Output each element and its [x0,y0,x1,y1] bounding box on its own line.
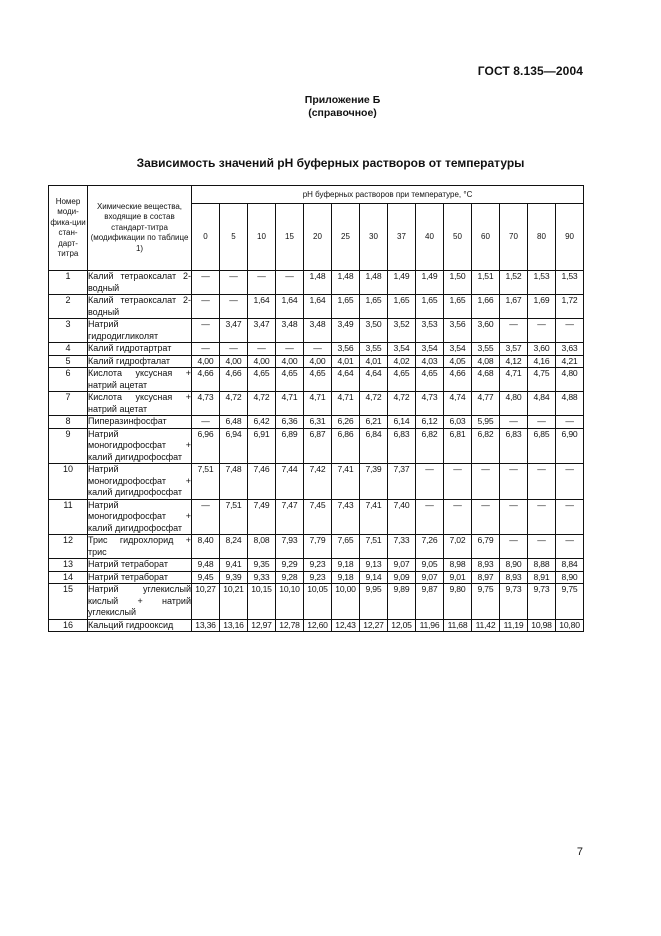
ph-value-cell: 7,46 [248,464,276,500]
ph-value-cell: 4,88 [556,392,584,416]
modification-number: 10 [49,464,88,500]
ph-value-cell: 9,23 [304,571,332,584]
ph-value-cell: 6,12 [416,416,444,429]
appendix-heading [0,94,661,120]
ph-value-cell: — [556,319,584,343]
ph-value-cell: 7,39 [360,464,388,500]
ph-value-cell: 8,93 [472,559,500,572]
substance-name: Трис гидрохлорид + трис [88,535,191,557]
substance-name: Пиперазинфосфат [88,416,192,429]
ph-value-cell: 4,01 [332,355,360,368]
ph-value-cell: 9,13 [360,559,388,572]
column-header-number [49,186,88,271]
substance-name: Натрий углекислый кислый + натрий углекислый [88,584,191,617]
ph-value-cell: 12,27 [360,619,388,632]
ph-value-cell: 3,55 [472,343,500,356]
ph-value-cell: — [416,499,444,535]
ph-value-cell: 6,90 [556,428,584,464]
ph-value-cell: 3,60 [528,343,556,356]
ph-value-cell: 4,65 [248,368,276,392]
ph-value-cell: 5,95 [472,416,500,429]
ph-value-cell: 1,49 [416,271,444,295]
ph-value-cell: 4,64 [332,368,360,392]
ph-value-cell: 9,18 [332,559,360,572]
ph-value-cell: 12,97 [248,619,276,632]
ph-value-cell: 6,81 [444,428,472,464]
ph-value-cell: 4,65 [276,368,304,392]
ph-value-cell: 6,31 [304,416,332,429]
ph-value-cell: 6,96 [192,428,220,464]
column-header-ph-group: pH буферных растворов при температуре, °С [192,186,584,204]
modification-number: 3 [49,319,88,343]
ph-value-cell: 1,64 [304,295,332,319]
ph-value-cell: 6,26 [332,416,360,429]
column-header-number-label: Номер моди-фика-ции стан-дарт-титра [50,196,86,258]
ph-value-cell: 3,47 [220,319,248,343]
temperature-header: 40 [416,204,444,271]
ph-value-cell: 9,48 [192,559,220,572]
ph-value-cell: 4,00 [248,355,276,368]
ph-value-cell: — [472,499,500,535]
ph-value-cell: 13,16 [220,619,248,632]
substance-name: Натрий моногидрофосфат + калий дигидрофосфат [88,464,191,497]
ph-value-cell: 4,12 [500,355,528,368]
ph-value-cell: — [276,271,304,295]
temperature-header: 90 [556,204,584,271]
ph-value-cell: 1,67 [500,295,528,319]
ph-value-cell: 3,54 [444,343,472,356]
ph-value-cell: 9,41 [220,559,248,572]
ph-value-cell: 3,52 [388,319,416,343]
ph-value-cell: 3,55 [360,343,388,356]
column-header-substance [88,186,192,271]
ph-value-cell: — [192,499,220,535]
ph-value-cell: 10,27 [192,584,220,620]
ph-value-cell: 7,51 [220,499,248,535]
ph-value-cell: 1,65 [360,295,388,319]
ph-value-cell: 7,42 [304,464,332,500]
ph-value-cell: 9,39 [220,571,248,584]
ph-value-cell: 9,28 [276,571,304,584]
modification-number: 7 [49,392,88,416]
table-row [49,343,584,356]
ph-value-cell: 3,60 [472,319,500,343]
ph-value-cell: 4,68 [472,368,500,392]
ph-value-cell: 9,05 [416,559,444,572]
ph-value-cell: 4,73 [416,392,444,416]
ph-value-cell: 6,14 [388,416,416,429]
ph-value-cell: 12,43 [332,619,360,632]
ph-value-cell: 6,36 [276,416,304,429]
ph-value-cell: 4,05 [444,355,472,368]
ph-value-cell: 8,40 [192,535,220,559]
temperature-header: 0 [192,204,220,271]
ph-value-cell: 8,08 [248,535,276,559]
ph-value-cell: 6,82 [416,428,444,464]
temperature-header: 60 [472,204,500,271]
ph-value-cell: 7,48 [220,464,248,500]
ph-value-cell: 1,53 [556,271,584,295]
ph-value-cell: 1,66 [472,295,500,319]
table-row [49,619,584,632]
ph-value-cell: 8,24 [220,535,248,559]
ph-value-cell: 3,53 [416,319,444,343]
modification-number: 15 [49,584,88,620]
ph-value-cell: 7,47 [276,499,304,535]
table-row [49,428,584,464]
ph-value-cell: 4,73 [192,392,220,416]
ph-value-cell: 7,41 [360,499,388,535]
ph-value-cell: 4,71 [276,392,304,416]
modification-number: 4 [49,343,88,356]
ph-value-cell: 9,75 [556,584,584,620]
ph-value-cell: 1,69 [528,295,556,319]
ph-value-cell: 6,21 [360,416,388,429]
ph-value-cell: 6,84 [360,428,388,464]
ph-value-cell: 4,08 [472,355,500,368]
ph-value-cell: 1,65 [332,295,360,319]
temperature-header: 5 [220,204,248,271]
temperature-header: 10 [248,204,276,271]
substance-name: Калий гидрофталат [88,355,192,368]
table-row [49,392,584,416]
modification-number: 6 [49,368,88,392]
ph-value-cell: 7,40 [388,499,416,535]
ph-value-cell: 3,54 [388,343,416,356]
ph-value-cell: — [528,319,556,343]
ph-value-cell: 7,33 [388,535,416,559]
ph-value-cell: 6,82 [472,428,500,464]
ph-value-cell: 6,91 [248,428,276,464]
ph-value-cell: 1,50 [444,271,472,295]
ph-value-cell: 9,09 [388,571,416,584]
ph-value-cell: 4,71 [304,392,332,416]
ph-value-cell: 12,05 [388,619,416,632]
ph-value-cell: — [276,343,304,356]
table-row [49,464,584,500]
ph-value-cell: 4,02 [388,355,416,368]
ph-value-cell: 10,80 [556,619,584,632]
ph-value-cell: 9,80 [444,584,472,620]
ph-value-cell: 3,56 [332,343,360,356]
ph-value-cell: — [192,271,220,295]
ph-value-cell: 4,21 [556,355,584,368]
ph-value-cell: — [220,343,248,356]
ph-value-cell: 10,10 [276,584,304,620]
ph-value-cell: 1,48 [360,271,388,295]
temperature-header: 20 [304,204,332,271]
ph-value-cell: 4,72 [220,392,248,416]
ph-value-cell: — [556,416,584,429]
modification-number: 5 [49,355,88,368]
ph-value-cell: 1,65 [388,295,416,319]
ph-value-cell: 4,66 [192,368,220,392]
ph-value-cell: — [304,343,332,356]
ph-value-cell: 3,49 [332,319,360,343]
ph-value-cell: 7,93 [276,535,304,559]
ph-value-cell: — [248,271,276,295]
ph-value-cell: 9,89 [388,584,416,620]
ph-value-cell: 10,00 [332,584,360,620]
ph-value-cell: — [416,464,444,500]
ph-value-cell: 4,00 [192,355,220,368]
ph-value-cell: 3,50 [360,319,388,343]
ph-value-cell: 7,51 [360,535,388,559]
table-body [49,271,584,632]
substance-name: Калий тетраоксалат 2-водный [88,271,191,293]
table-row [49,271,584,295]
temperature-header: 37 [388,204,416,271]
ph-value-cell: 9,95 [360,584,388,620]
ph-value-cell: — [220,295,248,319]
page-number: 7 [576,846,583,858]
ph-value-cell: 1,64 [276,295,304,319]
ph-value-cell: 11,19 [500,619,528,632]
ph-value-cell: 3,48 [304,319,332,343]
ph-value-cell: 4,64 [360,368,388,392]
ph-value-cell: 12,60 [304,619,332,632]
ph-value-cell: 6,79 [472,535,500,559]
table-row [49,295,584,319]
ph-value-cell: 9,29 [276,559,304,572]
ph-value-cell: 9,73 [500,584,528,620]
ph-value-cell: 9,87 [416,584,444,620]
ph-value-cell: 9,01 [444,571,472,584]
ph-value-cell: 9,07 [388,559,416,572]
ph-value-cell: — [528,464,556,500]
ph-value-cell: 4,80 [500,392,528,416]
ph-value-cell: 1,48 [332,271,360,295]
ph-value-cell: 4,65 [416,368,444,392]
ph-value-cell: 1,72 [556,295,584,319]
table-row [49,535,584,559]
ph-value-cell: 11,68 [444,619,472,632]
substance-name: Кислота уксусная + натрий ацетат [88,368,191,390]
ph-value-cell: 6,94 [220,428,248,464]
temperature-header: 50 [444,204,472,271]
ph-buffer-table [48,185,584,632]
ph-value-cell: 7,41 [332,464,360,500]
ph-value-cell: 4,71 [500,368,528,392]
ph-value-cell: 9,45 [192,571,220,584]
ph-value-cell: 13,36 [192,619,220,632]
ph-value-cell: 3,56 [444,319,472,343]
ph-value-cell: 8,84 [556,559,584,572]
ph-value-cell: 6,83 [388,428,416,464]
ph-value-cell: 12,78 [276,619,304,632]
ph-value-cell: — [192,319,220,343]
ph-value-cell: 3,47 [248,319,276,343]
ph-value-cell: 11,96 [416,619,444,632]
ph-value-cell: 8,91 [528,571,556,584]
ph-value-cell: 1,65 [444,295,472,319]
ph-value-cell: 6,85 [528,428,556,464]
ph-value-cell: 10,98 [528,619,556,632]
appendix-subtitle: (справочное) [308,107,377,119]
ph-value-cell: 6,03 [444,416,472,429]
ph-value-cell: 7,51 [192,464,220,500]
modification-number: 11 [49,499,88,535]
ph-value-cell: 4,66 [444,368,472,392]
ph-value-cell: 1,64 [248,295,276,319]
appendix-title: Приложение Б [304,94,381,106]
ph-value-cell: — [500,535,528,559]
ph-value-cell: 4,00 [220,355,248,368]
table-row [49,319,584,343]
ph-value-cell: 10,05 [304,584,332,620]
ph-value-cell: 4,72 [360,392,388,416]
ph-value-cell: — [528,416,556,429]
ph-value-cell: 4,75 [528,368,556,392]
table-row [49,571,584,584]
ph-value-cell: 9,75 [472,584,500,620]
substance-name: Натрий гидродигликолят [88,319,192,343]
ph-value-cell: — [556,464,584,500]
ph-value-cell: 6,87 [304,428,332,464]
modification-number: 9 [49,428,88,464]
ph-value-cell: 7,44 [276,464,304,500]
ph-value-cell: 4,72 [248,392,276,416]
ph-value-cell: 9,14 [360,571,388,584]
substance-name: Калий тетраоксалат 2-водный [88,295,191,317]
substance-name: Натрий моногидрофосфат + калий дигидрофосфат [88,499,191,533]
ph-value-cell: 4,84 [528,392,556,416]
ph-value-cell: 10,21 [220,584,248,620]
ph-value-cell: 3,63 [556,343,584,356]
ph-value-cell: — [556,535,584,559]
modification-number: 12 [49,535,88,559]
modification-number: 16 [49,619,88,632]
ph-value-cell: 7,43 [332,499,360,535]
ph-value-cell: 8,98 [444,559,472,572]
ph-value-cell: 7,02 [444,535,472,559]
ph-value-cell: 1,48 [304,271,332,295]
ph-value-cell: 4,65 [388,368,416,392]
ph-value-cell: — [500,416,528,429]
temperature-header: 80 [528,204,556,271]
substance-name: Кислота уксусная + натрий ацетат [88,392,191,414]
ph-value-cell: — [472,464,500,500]
ph-value-cell: 4,16 [528,355,556,368]
ph-value-cell: 8,93 [500,571,528,584]
table-row [49,499,584,535]
ph-value-cell: — [528,499,556,535]
ph-value-cell: — [528,535,556,559]
ph-value-cell: 8,97 [472,571,500,584]
ph-value-cell: 9,23 [304,559,332,572]
temperature-header: 30 [360,204,388,271]
ph-value-cell: 7,26 [416,535,444,559]
ph-value-cell: 9,07 [416,571,444,584]
ph-value-cell: — [192,295,220,319]
ph-value-cell: 1,52 [500,271,528,295]
ph-value-cell: 1,65 [416,295,444,319]
modification-number: 8 [49,416,88,429]
modification-number: 2 [49,295,88,319]
column-header-substance-label: Химические вещества, входящие в состав стандарт-титра (модификации по таблице 1) [90,201,189,253]
ph-value-cell: 1,51 [472,271,500,295]
ph-value-cell: 4,03 [416,355,444,368]
modification-number: 14 [49,571,88,584]
substance-name: Натрий тетраборат [88,571,192,584]
ph-value-cell: 3,48 [276,319,304,343]
substance-name: Натрий моногидрофосфат + калий дигидрофосфат [88,428,191,462]
ph-value-cell: 1,53 [528,271,556,295]
ph-value-cell: 8,88 [528,559,556,572]
ph-value-cell: 6,42 [248,416,276,429]
ph-value-cell: — [444,499,472,535]
ph-value-cell: 4,00 [304,355,332,368]
ph-value-cell: — [500,319,528,343]
ph-value-cell: 6,86 [332,428,360,464]
ph-value-cell: — [192,416,220,429]
table-row [49,584,584,620]
ph-value-cell: 9,18 [332,571,360,584]
ph-value-cell: 4,01 [360,355,388,368]
table-title: Зависимость значений pH буферных растворов от температуры [136,156,525,170]
document-id: ГОСТ 8.135—2004 [477,64,583,78]
ph-value-cell: 6,89 [276,428,304,464]
temperature-header: 25 [332,204,360,271]
modification-number: 1 [49,271,88,295]
ph-value-cell: 9,73 [528,584,556,620]
ph-value-cell: — [500,499,528,535]
ph-value-cell: — [192,343,220,356]
ph-value-cell: 4,74 [444,392,472,416]
ph-value-cell: 8,90 [556,571,584,584]
ph-value-cell: 7,45 [304,499,332,535]
substance-name: Натрий тетраборат [88,559,192,572]
temperature-header: 70 [500,204,528,271]
substance-name: Кальций гидрооксид [88,619,192,632]
modification-number: 13 [49,559,88,572]
ph-value-cell: 9,33 [248,571,276,584]
ph-value-cell: — [248,343,276,356]
ph-value-cell: 3,54 [416,343,444,356]
ph-value-cell: 6,83 [500,428,528,464]
substance-name: Калий гидротартрат [88,343,192,356]
ph-value-cell: 4,71 [332,392,360,416]
ph-value-cell: — [444,464,472,500]
ph-value-cell: 11,42 [472,619,500,632]
ph-value-cell: 4,80 [556,368,584,392]
table-row [49,416,584,429]
ph-value-cell: 1,49 [388,271,416,295]
ph-value-cell: 4,65 [304,368,332,392]
ph-value-cell: 8,90 [500,559,528,572]
ph-value-cell: — [220,271,248,295]
ph-value-cell: 10,15 [248,584,276,620]
ph-value-cell: 7,65 [332,535,360,559]
ph-value-cell: — [500,464,528,500]
ph-value-cell: 4,00 [276,355,304,368]
ph-value-cell: 7,49 [248,499,276,535]
table-row [49,559,584,572]
ph-value-cell: 7,37 [388,464,416,500]
ph-value-cell: — [556,499,584,535]
ph-value-cell: 7,79 [304,535,332,559]
ph-value-cell: 4,72 [388,392,416,416]
ph-value-cell: 6,48 [220,416,248,429]
ph-value-cell: 3,57 [500,343,528,356]
table-row [49,368,584,392]
ph-value-cell: 9,35 [248,559,276,572]
ph-value-cell: 4,77 [472,392,500,416]
table-row [49,355,584,368]
ph-value-cell: 4,66 [220,368,248,392]
temperature-header: 15 [276,204,304,271]
